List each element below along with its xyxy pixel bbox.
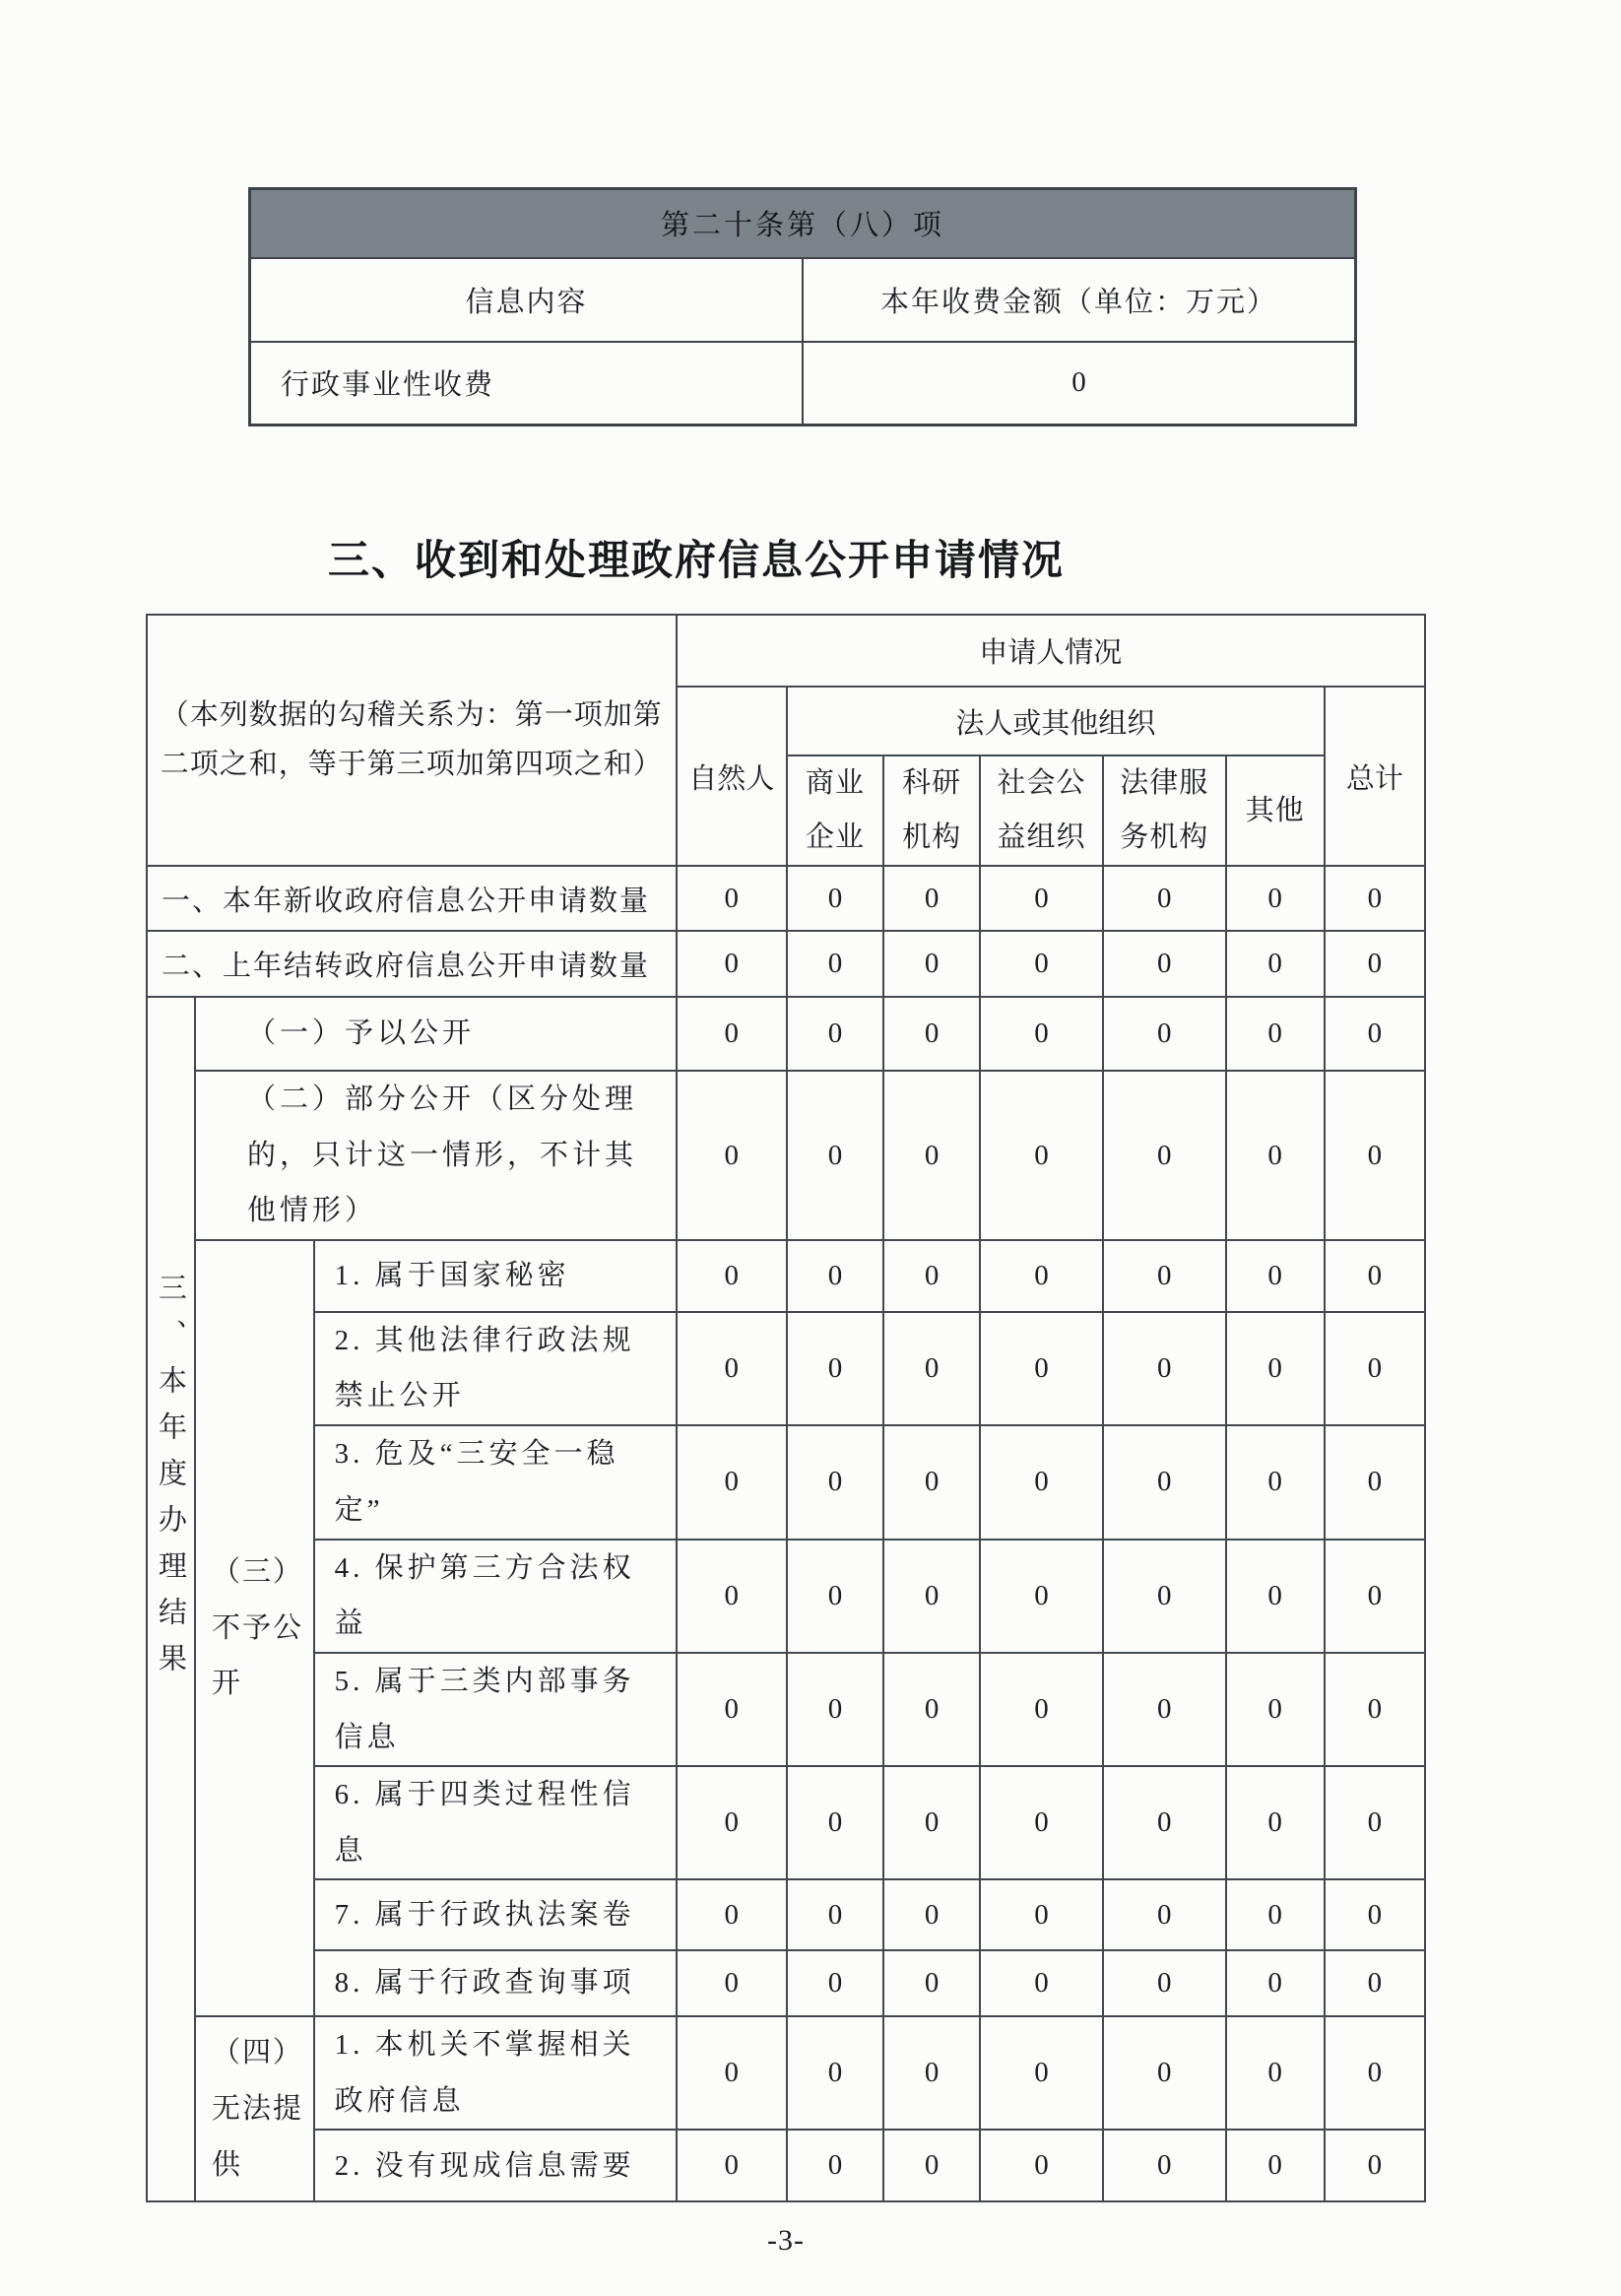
value-cell: 0 [883, 2016, 980, 2130]
value-cell: 0 [980, 1879, 1103, 1950]
item-label-admin-inquiry: 8. 属于行政查询事项 [314, 1950, 677, 2016]
value-cell: 0 [677, 1425, 787, 1540]
item-label-no-existing-info: 2. 没有现成信息需要 [314, 2130, 677, 2201]
table-row [147, 1240, 1425, 1312]
value-cell: 0 [1226, 1879, 1325, 1950]
group-label-refused: （三）不予公开 [195, 1240, 314, 2016]
table-row [147, 931, 1425, 997]
value-cell: 0 [787, 997, 883, 1071]
value-cell: 0 [1325, 1312, 1425, 1425]
value-cell: 0 [677, 1950, 787, 2016]
relationship-note: （本列数据的勾稽关系为：第一项加第二项之和，等于第三项加第四项之和） [147, 615, 677, 866]
value-cell: 0 [677, 1312, 787, 1425]
table-row [147, 2016, 1425, 2130]
value-cell: 0 [1226, 1240, 1325, 1312]
value-cell: 0 [1226, 1766, 1325, 1879]
value-cell: 0 [980, 2130, 1103, 2201]
value-cell: 0 [787, 2130, 883, 2201]
value-cell: 0 [1325, 1950, 1425, 2016]
org-type-header-legal-service: 法律服务机构 [1103, 755, 1226, 866]
value-cell: 0 [980, 1071, 1103, 1240]
value-cell: 0 [787, 1879, 883, 1950]
value-cell: 0 [677, 1240, 787, 1312]
value-cell: 0 [980, 1240, 1103, 1312]
value-cell: 0 [1325, 2130, 1425, 2201]
table-row [147, 1653, 1425, 1766]
table-row [147, 1766, 1425, 1879]
value-cell: 0 [1103, 997, 1226, 1071]
value-cell: 0 [1103, 1312, 1226, 1425]
applicant-situation-header: 申请人情况 [677, 615, 1425, 687]
table-row [147, 1540, 1425, 1653]
value-cell: 0 [883, 1540, 980, 1653]
fee-column-header-amount: 本年收费金额（单位：万元） [803, 258, 1356, 342]
value-cell: 0 [787, 931, 883, 997]
value-cell: 0 [787, 1653, 883, 1766]
table-row [147, 1071, 1425, 1240]
value-cell: 0 [677, 866, 787, 931]
value-cell: 0 [1103, 1879, 1226, 1950]
request-table [146, 614, 1426, 2202]
value-cell: 0 [787, 1071, 883, 1240]
value-cell: 0 [787, 1540, 883, 1653]
value-cell: 0 [1103, 931, 1226, 997]
item-label-endanger-safety: 3. 危及“三安全一稳定” [314, 1425, 677, 1540]
page-number: -3- [767, 2224, 805, 2258]
row-label-carried-over-requests: 二、上年结转政府信息公开申请数量 [147, 931, 677, 997]
document-page [146, 0, 1426, 2258]
value-cell: 0 [677, 997, 787, 1071]
fee-table-title: 第二十条第（八）项 [250, 189, 1356, 258]
value-cell: 0 [1103, 1653, 1226, 1766]
item-label-internal-affairs: 5. 属于三类内部事务信息 [314, 1653, 677, 1766]
value-cell: 0 [1226, 931, 1325, 997]
fee-row-label: 行政事业性收费 [250, 342, 804, 426]
row-label-new-requests: 一、本年新收政府信息公开申请数量 [147, 866, 677, 931]
value-cell: 0 [1325, 1071, 1425, 1240]
value-cell: 0 [980, 2016, 1103, 2130]
value-cell: 0 [883, 1950, 980, 2016]
fee-row-value: 0 [803, 342, 1356, 426]
org-type-header-business: 商业企业 [787, 755, 883, 866]
value-cell: 0 [980, 1312, 1103, 1425]
org-type-header-research: 科研机构 [883, 755, 980, 866]
value-cell: 0 [883, 1240, 980, 1312]
value-cell: 0 [677, 2016, 787, 2130]
table-row [147, 1879, 1425, 1950]
value-cell: 0 [980, 1950, 1103, 2016]
value-cell: 0 [980, 1766, 1103, 1879]
value-cell: 0 [1226, 1653, 1325, 1766]
item-label-state-secret: 1. 属于国家秘密 [314, 1240, 677, 1312]
value-cell: 0 [883, 1425, 980, 1540]
value-cell: 0 [1226, 1071, 1325, 1240]
value-cell: 0 [1103, 2016, 1226, 2130]
value-cell: 0 [883, 1071, 980, 1240]
table-row [147, 2130, 1425, 2201]
section-heading: 三、收到和处理政府信息公开申请情况 [328, 537, 1066, 583]
item-label-third-party-rights: 4. 保护第三方合法权益 [314, 1540, 677, 1653]
item-label-enforcement-files: 7. 属于行政执法案卷 [314, 1879, 677, 1950]
value-cell: 0 [980, 1425, 1103, 1540]
value-cell: 0 [883, 2130, 980, 2201]
fee-table [248, 187, 1357, 426]
value-cell: 0 [883, 1879, 980, 1950]
group-label-unable-to-provide: （四）无法提供 [195, 2016, 314, 2201]
value-cell: 0 [980, 1653, 1103, 1766]
value-cell: 0 [1325, 2016, 1425, 2130]
item-label-law-forbidden: 2. 其他法律行政法规禁止公开 [314, 1312, 677, 1425]
value-cell: 0 [980, 866, 1103, 931]
value-cell: 0 [677, 1653, 787, 1766]
value-cell: 0 [677, 1766, 787, 1879]
table-row [147, 1425, 1425, 1540]
value-cell: 0 [1325, 931, 1425, 997]
org-type-header-public-welfare: 社会公益组织 [980, 755, 1103, 866]
value-cell: 0 [1226, 1540, 1325, 1653]
total-header: 总计 [1325, 687, 1425, 866]
item-label-process-info: 6. 属于四类过程性信息 [314, 1766, 677, 1879]
value-cell: 0 [1226, 2130, 1325, 2201]
value-cell: 0 [1103, 1766, 1226, 1879]
org-type-header-other: 其他 [1226, 755, 1325, 866]
value-cell: 0 [1103, 1950, 1226, 2016]
value-cell: 0 [787, 1312, 883, 1425]
row-label-partially-granted: （二）部分公开（区分处理的，只计这一情形，不计其他情形） [195, 1071, 677, 1240]
value-cell: 0 [1103, 1540, 1226, 1653]
value-cell: 0 [677, 2130, 787, 2201]
value-cell: 0 [883, 1312, 980, 1425]
value-cell: 0 [1325, 1879, 1425, 1950]
fee-column-header-info: 信息内容 [250, 258, 804, 342]
value-cell: 0 [1325, 1766, 1425, 1879]
natural-person-header: 自然人 [677, 687, 787, 866]
value-cell: 0 [787, 1425, 883, 1540]
value-cell: 0 [1103, 2130, 1226, 2201]
value-cell: 0 [677, 1540, 787, 1653]
value-cell: 0 [883, 997, 980, 1071]
value-cell: 0 [1325, 866, 1425, 931]
value-cell: 0 [1325, 1540, 1425, 1653]
table-row [147, 997, 1425, 1071]
value-cell: 0 [1103, 1240, 1226, 1312]
value-cell: 0 [1226, 866, 1325, 931]
value-cell: 0 [1325, 1653, 1425, 1766]
value-cell: 0 [980, 1540, 1103, 1653]
value-cell: 0 [677, 1071, 787, 1240]
value-cell: 0 [677, 931, 787, 997]
value-cell: 0 [787, 866, 883, 931]
value-cell: 0 [1226, 2016, 1325, 2130]
legal-org-header: 法人或其他组织 [787, 687, 1325, 755]
value-cell: 0 [787, 1950, 883, 2016]
value-cell: 0 [883, 1766, 980, 1879]
value-cell: 0 [1226, 997, 1325, 1071]
value-cell: 0 [1325, 1240, 1425, 1312]
value-cell: 0 [1325, 1425, 1425, 1540]
value-cell: 0 [787, 1766, 883, 1879]
value-cell: 0 [883, 931, 980, 997]
value-cell: 0 [1325, 997, 1425, 1071]
row-label-granted: （一）予以公开 [195, 997, 677, 1071]
table-row [147, 866, 1425, 931]
value-cell: 0 [787, 2016, 883, 2130]
item-label-not-held: 1. 本机关不掌握相关政府信息 [314, 2016, 677, 2130]
value-cell: 0 [883, 1653, 980, 1766]
value-cell: 0 [1103, 1071, 1226, 1240]
value-cell: 0 [787, 1240, 883, 1312]
value-cell: 0 [677, 1879, 787, 1950]
value-cell: 0 [883, 866, 980, 931]
table-row [147, 1950, 1425, 2016]
value-cell: 0 [1103, 866, 1226, 931]
value-cell: 0 [1226, 1950, 1325, 2016]
vertical-section-label: 三、本年度办理结果 [147, 997, 195, 2201]
table-row [147, 1312, 1425, 1425]
value-cell: 0 [980, 931, 1103, 997]
value-cell: 0 [1103, 1425, 1226, 1540]
value-cell: 0 [1226, 1425, 1325, 1540]
value-cell: 0 [980, 997, 1103, 1071]
value-cell: 0 [1226, 1312, 1325, 1425]
